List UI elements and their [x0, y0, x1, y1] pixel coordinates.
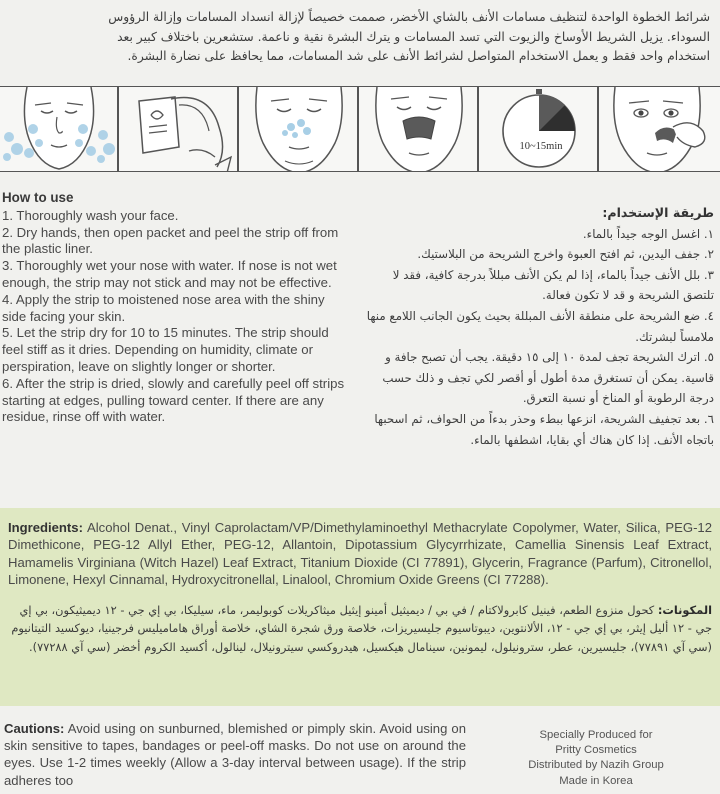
arabic-intro-line: استخدام واحد فقط و يعمل الاستخدام المتواصل لشرائط الأنف على شد المسامات، مما يحافظ على نضارة البشرة.: [127, 49, 710, 63]
arabic-intro-line: السوداء. يزيل الشريط الأوساخ والزيوت التي تسد المسامات و يترك البشرة نقية و ناعمة. ستشعرين باختلاف كبير بعد: [117, 29, 710, 44]
arabic-how-to-use-step: ٢. جفف اليدين، ثم افتح العبوة واخرج الشريحة من البلاستيك.: [417, 247, 714, 262]
ingredients-label: Ingredients:: [8, 520, 83, 535]
peel-off-strip-icon: [599, 87, 720, 172]
how-to-use-section: [2, 190, 348, 426]
arabic-how-to-use-step: ٣. بلل الأنف جيداً بالماء، إذا لم يكن الأنف مبللاً بدرجة كافية، فقد لا تلتصق الشريحة و قد لا تكون فعالة.: [392, 267, 714, 303]
ingredients-box: [0, 508, 720, 706]
cautions-section: [4, 720, 466, 789]
ingredients-english: [8, 519, 712, 589]
how-to-use-step: 1. Thoroughly wash your face.: [2, 207, 179, 223]
arabic-how-to-use-step: ٥. اترك الشريحة تجف لمدة ١٠ إلى ١٥ دقيقة. يجب أن تصبح جافة و قاسية. يمكن أن تستغرق مدة أطول أو أقصر لكي تجف و ذلك حسب درجة الرطوبة أو المناخ أو نسبة التعرق.: [382, 350, 714, 406]
arabic-how-to-use-step: ١. اغسل الوجه جيداً بالماء.: [582, 226, 714, 241]
how-to-use-step: 5. Let the strip dry for 10 to 15 minutes. The strip should feel stiff as it dries. Depending on humidity, climate or perspiration, leave on slightly longer or shorter.: [2, 325, 329, 374]
arabic-intro: [0, 0, 720, 72]
step-illustration-1: [0, 86, 118, 172]
producer-line: Distributed by Nazih Group: [528, 759, 664, 772]
producer-line: Specially Produced for: [539, 729, 653, 741]
arabic-how-to-use-section: [362, 203, 714, 450]
ingredients-arabic: [8, 601, 712, 657]
step-illustration-4: [358, 86, 478, 172]
apply-nose-strip-icon: [359, 87, 478, 172]
producer-info: [508, 728, 684, 789]
face-washing-icon: [0, 87, 118, 172]
arabic-how-to-use-step: ٤. ضع الشريحة على منطقة الأنف المبللة بحيث يكون الجانب اللامع منها ملامساً لبشرتك.: [366, 308, 714, 344]
arabic-how-to-use-step: ٦. بعد تجفيف الشريحة، انزعها ببطء وحذر بدءاً من الحواف، ثم اسحبها باتجاه الأنف. إذا كان هناك أي بقايا، اشطفها بالماء.: [374, 411, 714, 447]
timer-label: 10~15min: [519, 141, 563, 152]
cautions-text: Avoid using on sunburned, blemished or pimply skin. Avoid using on skin sensitive to tapes, bandages or peel-off masks. Do not use on around the eyes. Use 1-2 times weekly (Allow a 3-day interval between usage). If the strip adheres too: [4, 721, 466, 788]
ingredients-arabic-text: كحول منزوع الطعم، فينيل كابرولاكتام / في بي / ديميثيل أمينو إيثيل ميثاكريلات كوبوليمر، ماء، سيليكا، بي إي جي - ١٢ ديميثيكون، بي إي جي - ١٢ أليل إيثر، بي إي جي - ١٢، الألانتوين، ديبوتاسيوم جليسيريزات، خلاصة ورق شجرة الشاي، خلاصة أوراق هاماميليس فرجينيا، ديوكسيد التيتانيوم (سي آي ٧٧٨٩١)، جليسيرين، عطر، سترونيلول، ليمونين، سينامال هيكسيل، هيدروكسي سيترونيلال، لينالول، أكسيد الكروم أخضر (سي آي ٧٧٢٨٨).: [11, 602, 712, 654]
arabic-how-to-use-title: طريقة الإستخدام:: [602, 205, 714, 220]
peel-strip-liner-icon: [119, 87, 238, 172]
step-illustration-5: [478, 86, 598, 172]
how-to-use-step: 3. Thoroughly wet your nose with water. If nose is not wet enough, the strip may not stick and may not be effective.: [2, 258, 337, 290]
instruction-illustrations: [0, 86, 720, 172]
how-to-use-step: 2. Dry hands, then open packet and peel the strip off from the plastic liner.: [2, 224, 339, 257]
how-to-use-step: 4. Apply the strip to moistened nose area with the shiny side facing your skin.: [2, 291, 325, 324]
producer-line: Made in Korea: [559, 774, 633, 787]
cautions-label: Cautions:: [4, 721, 65, 736]
ingredients-arabic-label: المكونات:: [657, 602, 712, 617]
step-illustration-3: [238, 86, 358, 172]
step-illustration-6: [598, 86, 720, 172]
how-to-use-step: 6. After the strip is dried, slowly and carefully peel off strips starting at edges, pulling toward center. If there are any residue, rinse off with water.: [2, 375, 345, 425]
producer-line: Pritty Cosmetics: [555, 744, 637, 757]
timer-icon: [479, 87, 598, 172]
arabic-intro-line: شرائط الخطوة الواحدة لتنظيف مسامات الأنف بالشاي الأخضر، صممت خصيصاً لإزالة انسداد المسامات وإزالة الرؤوس: [108, 10, 710, 24]
step-illustration-2: [118, 86, 238, 172]
wet-nose-icon: [239, 87, 358, 172]
how-to-use-title: How to use: [2, 190, 74, 205]
ingredients-text: Alcohol Denat., Vinyl Caprolactam/VP/Dimethylaminoethyl Methacrylate Copolymer, Water, Silica, PEG-12 Dimethicone, PEG-12 Allyl Ether, PEG-12, Allantoin, Dipotassium Glycyrrhizate, Camellia Sinensis Leaf Extract, Hamamelis Virginiana (Witch Hazel) Leaf Extract, Titanium Dioxide (CI 77891), Glycerin, Fragrance (Parfum), Citronellol, Limonene, Hexyl Cinnamal, Hydroxycitronellal, Linalool, Chromium Oxide Greens (CI 77288).: [8, 520, 712, 588]
